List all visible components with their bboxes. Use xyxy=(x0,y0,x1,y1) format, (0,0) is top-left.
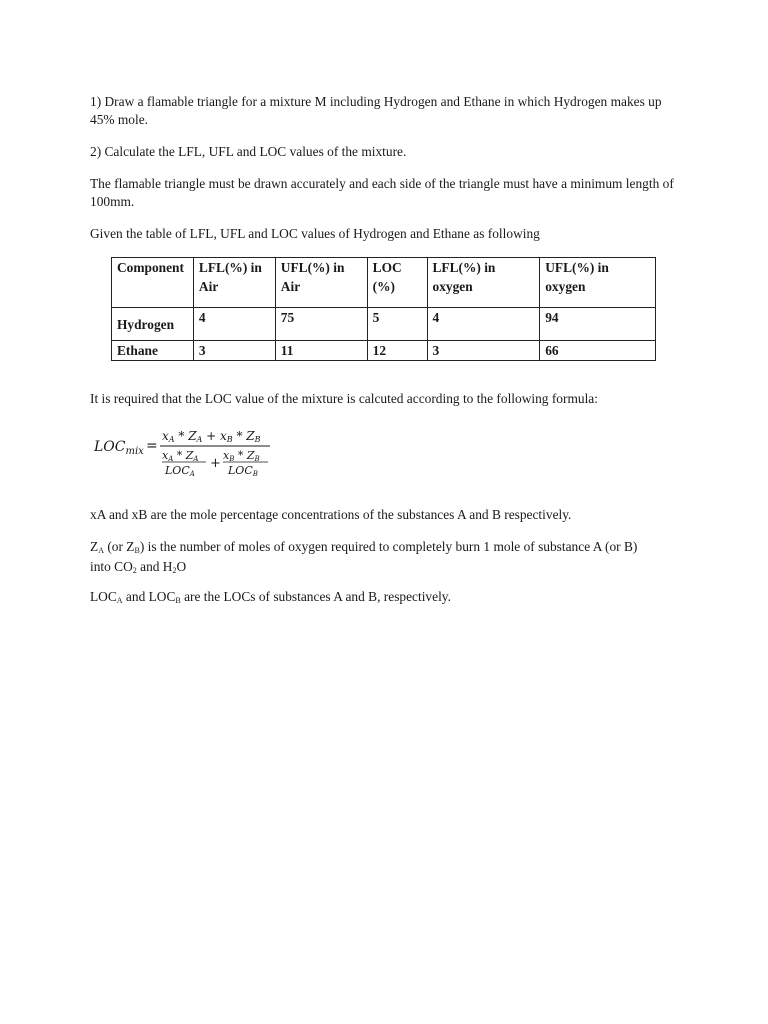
z-subscript: 2 xyxy=(132,566,137,575)
svg-text:xB * ZB: xB * ZB xyxy=(223,449,260,463)
z-subscript: B xyxy=(134,546,140,555)
z-text: (or Z xyxy=(103,539,135,554)
question-2: 2) Calculate the LFL, UFL and LOC values of the mixture. xyxy=(90,144,407,159)
table-cell: 12 xyxy=(367,341,427,361)
table-cell: Ethane xyxy=(112,341,194,361)
table-header-row xyxy=(112,258,656,308)
svg-text:LOCB: LOCB xyxy=(228,464,258,478)
table-cell: 5 xyxy=(367,308,427,341)
formula-numerator: xA * ZA + xB * ZB xyxy=(162,429,261,444)
svg-text:+: + xyxy=(210,456,221,471)
definition-xa-xb: xA and xB are the mole percentage concentrations of the substances A and B respectively. xyxy=(90,507,572,522)
svg-text:=: = xyxy=(146,438,158,454)
loc-subscript: B xyxy=(175,596,181,605)
table-cell: 11 xyxy=(275,341,367,361)
loc-text: are the LOCs of substances A and B, respectively. xyxy=(180,589,451,604)
definition-z xyxy=(90,538,680,578)
table-row xyxy=(112,308,656,341)
loc-text: LOC xyxy=(90,589,117,604)
loc-mix-formula xyxy=(94,418,294,488)
definition-loc xyxy=(90,588,451,608)
table-cell: 75 xyxy=(275,308,367,341)
svg-text:LOCA: LOCA xyxy=(165,464,195,478)
header-cell: LOC(%) xyxy=(367,258,427,308)
formula-lhs: $LOC_{mix}$ xyxy=(94,439,144,457)
table-cell: Hydrogen xyxy=(112,308,194,341)
instruction-paragraph: The flamable triangle must be drawn accurately and each side of the triangle must have a minimum length of 100mm. xyxy=(90,176,674,209)
header-cell: UFL(%) in Air xyxy=(275,258,367,308)
header-cell: UFL(%) in oxygen xyxy=(540,258,656,308)
z-text: ) is the number of moles of oxygen required to completely burn 1 mole of substance A (or B) xyxy=(139,539,638,554)
z-text: O xyxy=(176,559,187,574)
z-subscript: 2 xyxy=(172,566,177,575)
question-1: 1) Draw a flamable triangle for a mixture M including Hydrogen and Ethane in which Hydrogen makes up 45% mole. xyxy=(90,94,662,127)
z-text: Z xyxy=(90,539,99,554)
table-cell: 4 xyxy=(427,308,540,341)
svg-text:xA * ZA: xA * ZA xyxy=(162,449,199,463)
table-row xyxy=(112,341,656,361)
table-cell: 3 xyxy=(193,341,275,361)
z-text: and H xyxy=(136,559,173,574)
loc-text: and LOC xyxy=(122,589,176,604)
table-cell: 94 xyxy=(540,308,656,341)
table-cell: 66 xyxy=(540,341,656,361)
loc-subscript: A xyxy=(116,596,123,605)
given-paragraph: Given the table of LFL, UFL and LOC values of Hydrogen and Ethane as following xyxy=(90,226,540,241)
header-cell: LFL(%) in oxygen xyxy=(427,258,540,308)
header-cell: Component xyxy=(112,258,194,308)
table-cell: 4 xyxy=(193,308,275,341)
z-text: into CO xyxy=(90,559,133,574)
table-cell: 3 xyxy=(427,341,540,361)
flammability-table xyxy=(111,257,656,361)
header-cell: LFL(%) in Air xyxy=(193,258,275,308)
z-subscript: A xyxy=(98,546,104,555)
formula-intro: It is required that the LOC value of the mixture is calcuted according to the following formula: xyxy=(90,391,598,406)
